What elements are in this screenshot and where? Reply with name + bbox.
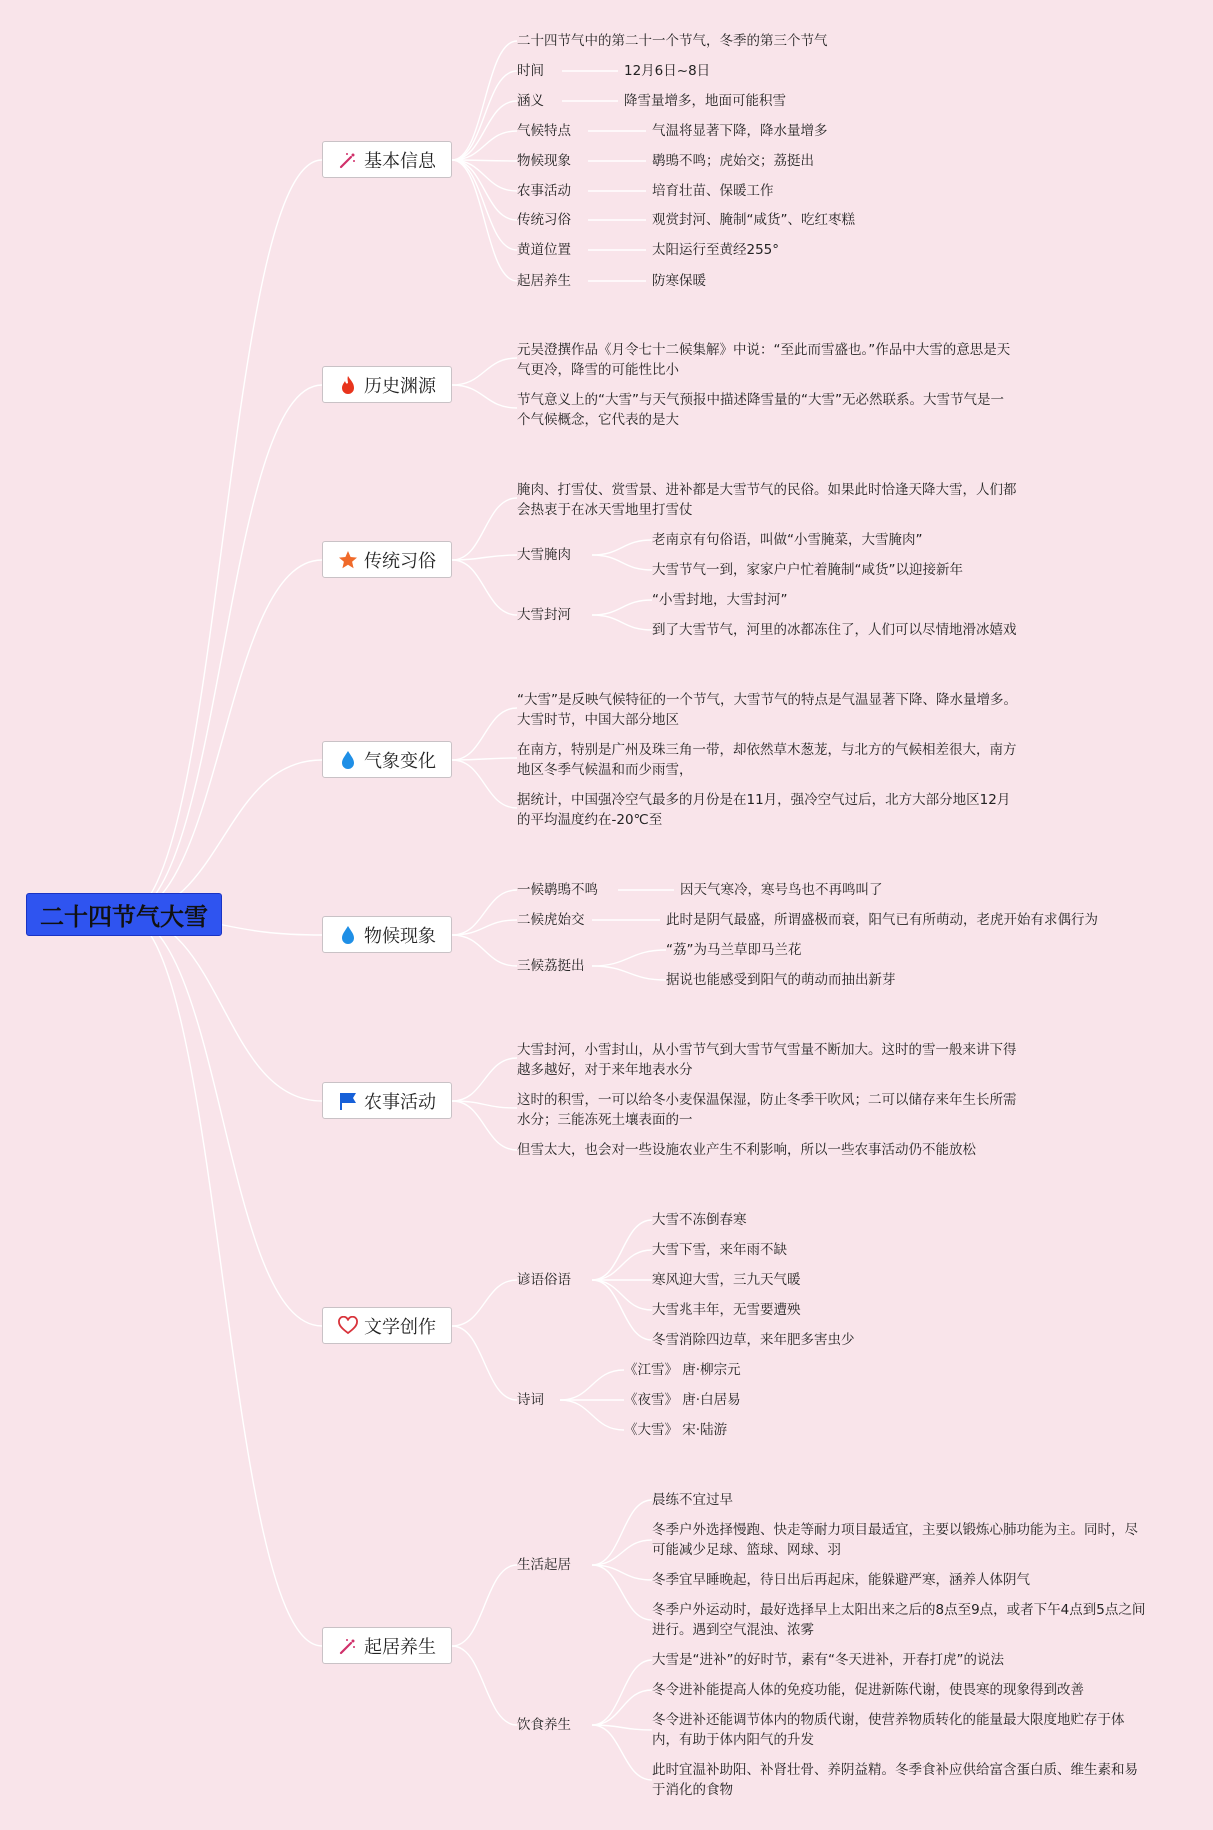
health-item[interactable]: 冬季户外运动时，最好选择早上太阳出来之后的8点至9点，或者下午4点到5点之间进行。遇到空气混浊、浓雾	[652, 1602, 1146, 1638]
basic-intro[interactable]: 二十四节气中的第二十一个节气，冬季的第三个节气	[517, 33, 828, 49]
connector-line	[452, 760, 517, 808]
connector-line	[592, 1660, 652, 1725]
basic-key[interactable]: 传统习俗	[517, 212, 571, 228]
branch-weather[interactable]	[322, 741, 452, 778]
health-item[interactable]: 晨练不宜过早	[652, 1492, 733, 1508]
connector-line	[452, 385, 517, 408]
connector-line	[452, 1565, 517, 1646]
phenology-value[interactable]: 因天气寒冷，寒号鸟也不再鸣叫了	[680, 882, 883, 898]
poem-item[interactable]: 《大雪》 宋·陆游	[624, 1422, 728, 1438]
root-topic-label: 二十四节气大雪	[40, 903, 208, 931]
connector-line	[452, 358, 517, 385]
connector-line	[124, 760, 322, 915]
connector-line	[124, 560, 322, 915]
connector-line	[592, 1690, 652, 1725]
basic-value[interactable]: 12月6日~8日	[624, 63, 711, 79]
connector-line	[124, 915, 322, 1101]
proverb-item[interactable]: 大雪兆丰年，无雪要遭殃	[652, 1302, 801, 1318]
connector-line	[592, 1500, 652, 1565]
connector-line	[124, 915, 322, 1646]
connector-line	[452, 1280, 517, 1326]
weather-item[interactable]: 据统计，中国强冷空气最多的月份是在11月，强冷空气过后，北方大部分地区12月的平均温度约在-20℃至	[517, 792, 1011, 828]
connector-line	[592, 615, 652, 630]
literature-subtopic[interactable]: 谚语俗语	[517, 1272, 571, 1288]
basic-value[interactable]: 降雪量增多，地面可能积雪	[624, 93, 786, 109]
basic-value[interactable]: 培育壮苗、保暖工作	[652, 183, 774, 199]
health-item[interactable]: 此时宜温补助阳、补肾壮骨、养阴益精。冬季食补应供给富含蛋白质、维生素和易于消化的食物	[652, 1762, 1138, 1798]
poem-item[interactable]: 《江雪》 唐·柳宗元	[624, 1362, 741, 1378]
farming-item[interactable]: 但雪太大，也会对一些设施农业产生不利影响，所以一些农事活动仍不能放松	[517, 1142, 976, 1158]
connector-line	[452, 935, 517, 966]
branch-customs[interactable]	[322, 541, 452, 578]
customs-subtopic[interactable]: 大雪腌肉	[517, 547, 571, 563]
literature-subtopic[interactable]: 诗词	[517, 1392, 544, 1408]
customs-item[interactable]: “小雪封地，大雪封河”	[652, 592, 788, 608]
connector-line	[560, 1370, 624, 1400]
connector-line	[592, 1220, 652, 1280]
connector-line	[124, 160, 322, 915]
basic-key[interactable]: 物候现象	[517, 153, 571, 169]
customs-intro[interactable]: 腌肉、打雪仗、赏雪景、进补都是大雪节气的民俗。如果此时恰逢天降大雪，人们都会热衷于在冰天雪地里打雪仗	[517, 482, 1017, 518]
history-item[interactable]: 元吴澄撰作品《月令七十二候集解》中说：“至此而雪盛也。”作品中大雪的意思是天气更冷，降雪的可能性比小	[517, 342, 1011, 378]
branch-history[interactable]	[322, 366, 452, 403]
basic-key[interactable]: 涵义	[517, 93, 544, 109]
health-subtopic[interactable]: 生活起居	[517, 1557, 571, 1573]
poem-item[interactable]: 《夜雪》 唐·白居易	[624, 1392, 741, 1408]
phenology-label[interactable]: 二候虎始交	[517, 912, 585, 928]
connector-line	[592, 1280, 652, 1340]
health-item[interactable]: 大雪是“进补”的好时节，素有“冬天进补，开春打虎”的说法	[652, 1652, 1004, 1668]
connector-line	[452, 708, 517, 760]
star-icon	[338, 550, 358, 570]
connector-line	[452, 101, 517, 160]
proverb-item[interactable]: 冬雪消除四边草，来年肥多害虫少	[652, 1332, 855, 1348]
connector-line	[124, 915, 322, 1326]
magic-wand-icon	[338, 150, 358, 170]
flag-icon	[338, 1091, 358, 1111]
connector-line	[592, 600, 652, 615]
farming-item[interactable]: 大雪封河，小雪封山，从小雪节气到大雪节气雪量不断加大。这时的雪一般来讲下得越多越好，对于来年地表水分	[517, 1042, 1017, 1078]
branch-phenology[interactable]	[322, 916, 452, 953]
customs-item[interactable]: 老南京有句俗语，叫做“小雪腌菜，大雪腌肉”	[652, 532, 923, 548]
phenology-value[interactable]: 此时是阴气最盛，所谓盛极而衰，阳气已有所萌动，老虎开始有求偶行为	[666, 912, 1098, 928]
root-topic[interactable]	[26, 893, 222, 936]
connector-line	[560, 1400, 624, 1430]
basic-key[interactable]: 农事活动	[517, 183, 571, 199]
phenology-value[interactable]: 据说也能感受到阳气的萌动而抽出新芽	[666, 972, 896, 988]
connector-line	[452, 160, 517, 250]
health-item[interactable]: 冬令进补还能调节体内的物质代谢，使营养物质转化的能量最大限度地贮存于体内，有助于体内阳气的升发	[652, 1712, 1125, 1748]
customs-item[interactable]: 大雪节气一到，家家户户忙着腌制“咸货”以迎接新年	[652, 562, 963, 578]
farming-item[interactable]: 这时的积雪，一可以给冬小麦保温保湿，防止冬季干吹风；二可以储存来年生长所需水分；三能冻死土壤表面的一	[517, 1092, 1017, 1128]
connector-line	[592, 1725, 652, 1780]
branch-farming[interactable]	[322, 1082, 452, 1119]
connector-line	[592, 966, 666, 980]
branch-literature[interactable]	[322, 1307, 452, 1344]
branch-label: 文学创作	[364, 1316, 436, 1338]
branch-label: 传统习俗	[364, 550, 436, 572]
customs-item[interactable]: 到了大雪节气，河里的冰都冻住了，人们可以尽情地滑冰嬉戏	[652, 622, 1017, 638]
weather-item[interactable]: “大雪”是反映气候特征的一个节气，大雪节气的特点是气温显著下降、降水量增多。大雪时节，中国大部分地区	[517, 692, 1017, 728]
connector-line	[452, 160, 517, 281]
basic-value[interactable]: 太阳运行至黄经255°	[652, 242, 780, 258]
proverb-item[interactable]: 大雪不冻倒春寒	[652, 1212, 747, 1228]
basic-key[interactable]: 黄道位置	[517, 242, 571, 258]
health-subtopic[interactable]: 饮食养生	[517, 1717, 571, 1733]
phenology-label[interactable]: 三候荔挺出	[517, 958, 585, 974]
connector-line	[592, 555, 652, 570]
water-drop-icon	[338, 750, 358, 770]
basic-key[interactable]: 气候特点	[517, 123, 571, 139]
connector-line	[452, 1326, 517, 1400]
basic-key[interactable]: 起居养生	[517, 273, 571, 289]
connector-line	[592, 1280, 652, 1310]
branch-health[interactable]	[322, 1627, 452, 1664]
basic-value[interactable]: 观赏封河、腌制“咸货”、吃红枣糕	[652, 212, 855, 228]
proverb-item[interactable]: 大雪下雪，来年雨不缺	[652, 1242, 787, 1258]
magic-wand-icon	[338, 1636, 358, 1656]
basic-value[interactable]: 防寒保暖	[652, 273, 706, 289]
history-item[interactable]: 节气意义上的“大雪”与天气预报中描述降雪量的“大雪”无必然联系。大雪节气是一个气候概念，它代表的是大	[517, 392, 1004, 428]
branch-label: 起居养生	[364, 1636, 436, 1658]
branch-label: 历史渊源	[364, 375, 436, 397]
connector-line	[452, 41, 517, 160]
fire-icon	[338, 375, 358, 395]
connector-line	[592, 950, 666, 966]
branch-label: 物候现象	[364, 925, 436, 947]
connector-line	[452, 498, 517, 560]
connector-line	[452, 71, 517, 160]
customs-subtopic[interactable]: 大雪封河	[517, 607, 571, 623]
health-item[interactable]: 冬季宜早睡晚起，待日出后再起床，能躲避严寒，涵养人体阴气	[652, 1572, 1030, 1588]
proverb-item[interactable]: 寒风迎大雪，三九天气暖	[652, 1272, 801, 1288]
basic-value[interactable]: 气温将显著下降，降水量增多	[652, 123, 828, 139]
heart-icon	[338, 1316, 358, 1336]
connector-line	[124, 385, 322, 915]
connector-line	[592, 540, 652, 555]
branch-label: 基本信息	[364, 150, 436, 172]
connector-line	[452, 1058, 517, 1101]
basic-key[interactable]: 时间	[517, 63, 544, 79]
branch-label: 气象变化	[364, 750, 436, 772]
basic-value[interactable]: 鹖鴠不鸣；虎始交；荔挺出	[652, 153, 814, 169]
water-drop-icon	[338, 925, 358, 945]
branch-basic-info[interactable]	[322, 141, 452, 178]
connector-line	[452, 1646, 517, 1725]
phenology-label[interactable]: 一候鹖鴠不鸣	[517, 882, 598, 898]
connector-line	[592, 1250, 652, 1280]
connector-line	[452, 560, 517, 615]
health-item[interactable]: 冬季户外选择慢跑、快走等耐力项目最适宜，主要以锻炼心肺功能为主。同时，尽可能减少足球、篮球、网球、羽	[652, 1522, 1138, 1558]
weather-item[interactable]: 在南方，特别是广州及珠三角一带，却依然草木葱茏，与北方的气候相差很大，南方地区冬季气候温和而少雨雪，	[517, 742, 1017, 778]
connector-line	[592, 1540, 652, 1565]
branch-label: 农事活动	[364, 1091, 436, 1113]
health-item[interactable]: 冬令进补能提高人体的免疫功能，促进新陈代谢，使畏寒的现象得到改善	[652, 1682, 1084, 1698]
phenology-value[interactable]: “荔”为马兰草即马兰花	[666, 942, 802, 958]
